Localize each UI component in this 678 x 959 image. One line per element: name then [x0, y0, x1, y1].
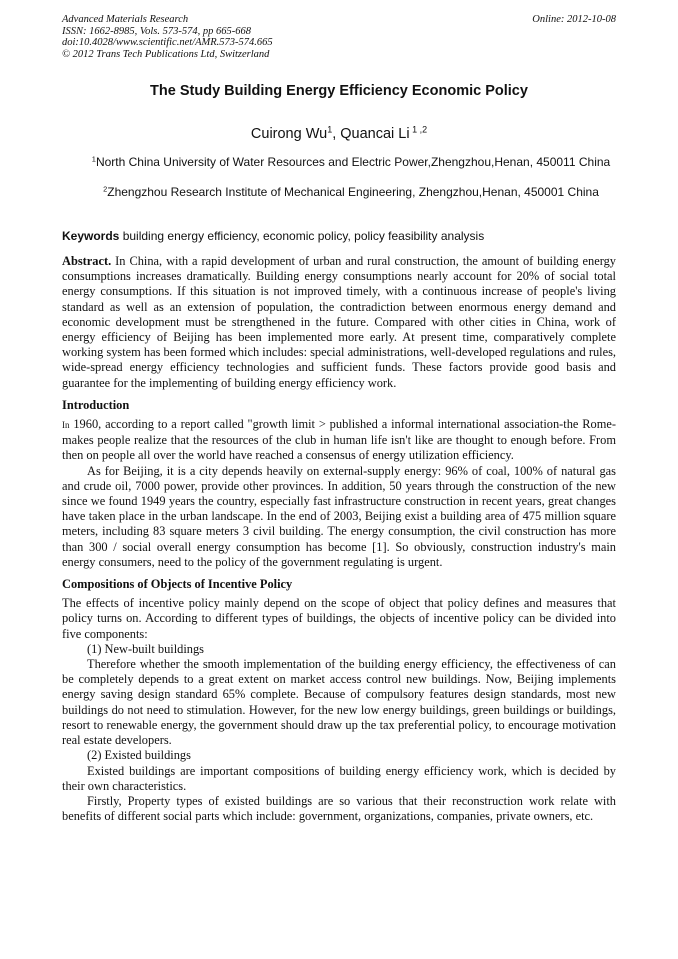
- list-item: (2) Existed buildings: [87, 748, 191, 763]
- paragraph: Firstly, Property types of existed buildings are so various that their reconstruction work relate with benefits of different social parts which include: government, organizations, companies, private owners, etc.: [62, 793, 616, 824]
- journal-name: Advanced Materials Research: [62, 14, 189, 25]
- paragraph-lead-word: In: [62, 420, 70, 431]
- author-affil-mark: 1 ,2: [409, 124, 428, 135]
- affiliation-2: [86, 185, 616, 200]
- keywords-text: building energy efficiency, economic policy, policy feasibility analysis: [119, 229, 485, 243]
- affil-mark: 2: [103, 184, 108, 194]
- section-heading-compositions: Compositions of Objects of Incentive Policy: [62, 577, 293, 592]
- paragraph: Therefore whether the smooth implementation of the building energy efficiency, the effectiveness of can be completely depends to a great extent on market access control new buildings. Now, Beijing implements energy saving design standard 65% complete. Because of compulsory features design standards, most new buildings do not need to stimulation. However, for the new low energy buildings, green buildings or buildings, resort to renewable energy, the government should draw up the tax preferential policy, to encourage motivation real estate developers.: [62, 657, 616, 748]
- journal-header: [62, 14, 616, 60]
- paragraph: As for Beijing, it is a city depends heavily on external-supply energy: 96% of coal, 100% of natural gas and crude oil, 7000 power, provide other provinces. In addition, 50 years through the construction of the new since we found 1949 years the country, especially fast infrastructure construction in recent years, great changes have taken place in the urban landscape. In the end of 2003, Beijing exist a building area of 475 million square meters, including 83 square meters 3 civil building. The energy consumption, the civil construction has more than 300 / social overall energy consumption has become [1]. So obviously, construction industry's main energy consumers, need to the policy of the government regulating is urgent.: [62, 463, 616, 569]
- paragraph-text: 1960, according to a report called "growth limit > published a informal international association-the Rome-makes people realize that the resources of the club in human life isn't like are thought to enough before. From then on people all over the world have reached a consensus of energy utilization efficiency.: [62, 417, 616, 463]
- keywords-label: Keywords: [62, 229, 120, 243]
- issn-line: ISSN: 1662-8985, Vols. 573-574, pp 665-668: [62, 25, 251, 37]
- paper-title: The Study Building Energy Efficiency Economic Policy: [150, 83, 528, 99]
- author-line: [62, 126, 616, 142]
- abstract-text: In China, with a rapid development of urban and rural construction, the amount of building energy consumptions increases dramatically. Building energy consumptions nearly account for 20% of social total energy consumptions. If this situation is not improved timely, with a continuous increase of people's living standard as well as an extension of population, the contradiction between enormous energy demand and economic development must be strengthened in the future. Compared with other cities in China, work of energy efficiency of Beijing has been implemented more early. At present time, comparatively complete working system has been formed which includes: special administrations, well-developed regulations and rules, wide-spread energy efficiency technologies and sufficient funds. These factors provide good basis and guarantee for the implementing of building energy efficiency work.: [62, 254, 616, 390]
- author-name: Quancai Li: [340, 126, 410, 142]
- abstract: [62, 254, 616, 391]
- online-date: Online: 2012-10-08: [532, 14, 616, 25]
- section-heading-introduction: Introduction: [62, 397, 130, 412]
- author-affil-mark: 1: [327, 124, 333, 135]
- affil-text: Zhengzhou Research Institute of Mechanical Engineering, Zhengzhou,Henan, 450001 China: [107, 185, 599, 199]
- affiliation-1: [86, 155, 616, 170]
- copyright-line: © 2012 Trans Tech Publications Ltd, Switzerland: [62, 48, 270, 60]
- author-separator: ,: [332, 126, 341, 142]
- list-item: (1) New-built buildings: [87, 641, 205, 656]
- abstract-label: Abstract.: [62, 254, 112, 268]
- paper-body: [62, 254, 616, 824]
- affil-mark: 1: [91, 154, 96, 164]
- doi-line[interactable]: doi:10.4028/www.scientific.net/AMR.573-574.665: [62, 37, 273, 49]
- paragraph: [62, 417, 616, 464]
- paragraph: Existed buildings are important compositions of building energy efficiency work, which is decided by their own characteristics.: [62, 763, 616, 793]
- keywords: [62, 229, 616, 243]
- affil-text: North China University of Water Resources and Electric Power,Zhengzhou,Henan, 450011 China: [95, 155, 611, 169]
- paragraph: The effects of incentive policy mainly depend on the scope of object that policy defines and measures that policy turns on. According to different types of buildings, the objects of incentive policy can be divided into five components:: [62, 596, 616, 641]
- author-name: Cuirong Wu: [250, 126, 328, 142]
